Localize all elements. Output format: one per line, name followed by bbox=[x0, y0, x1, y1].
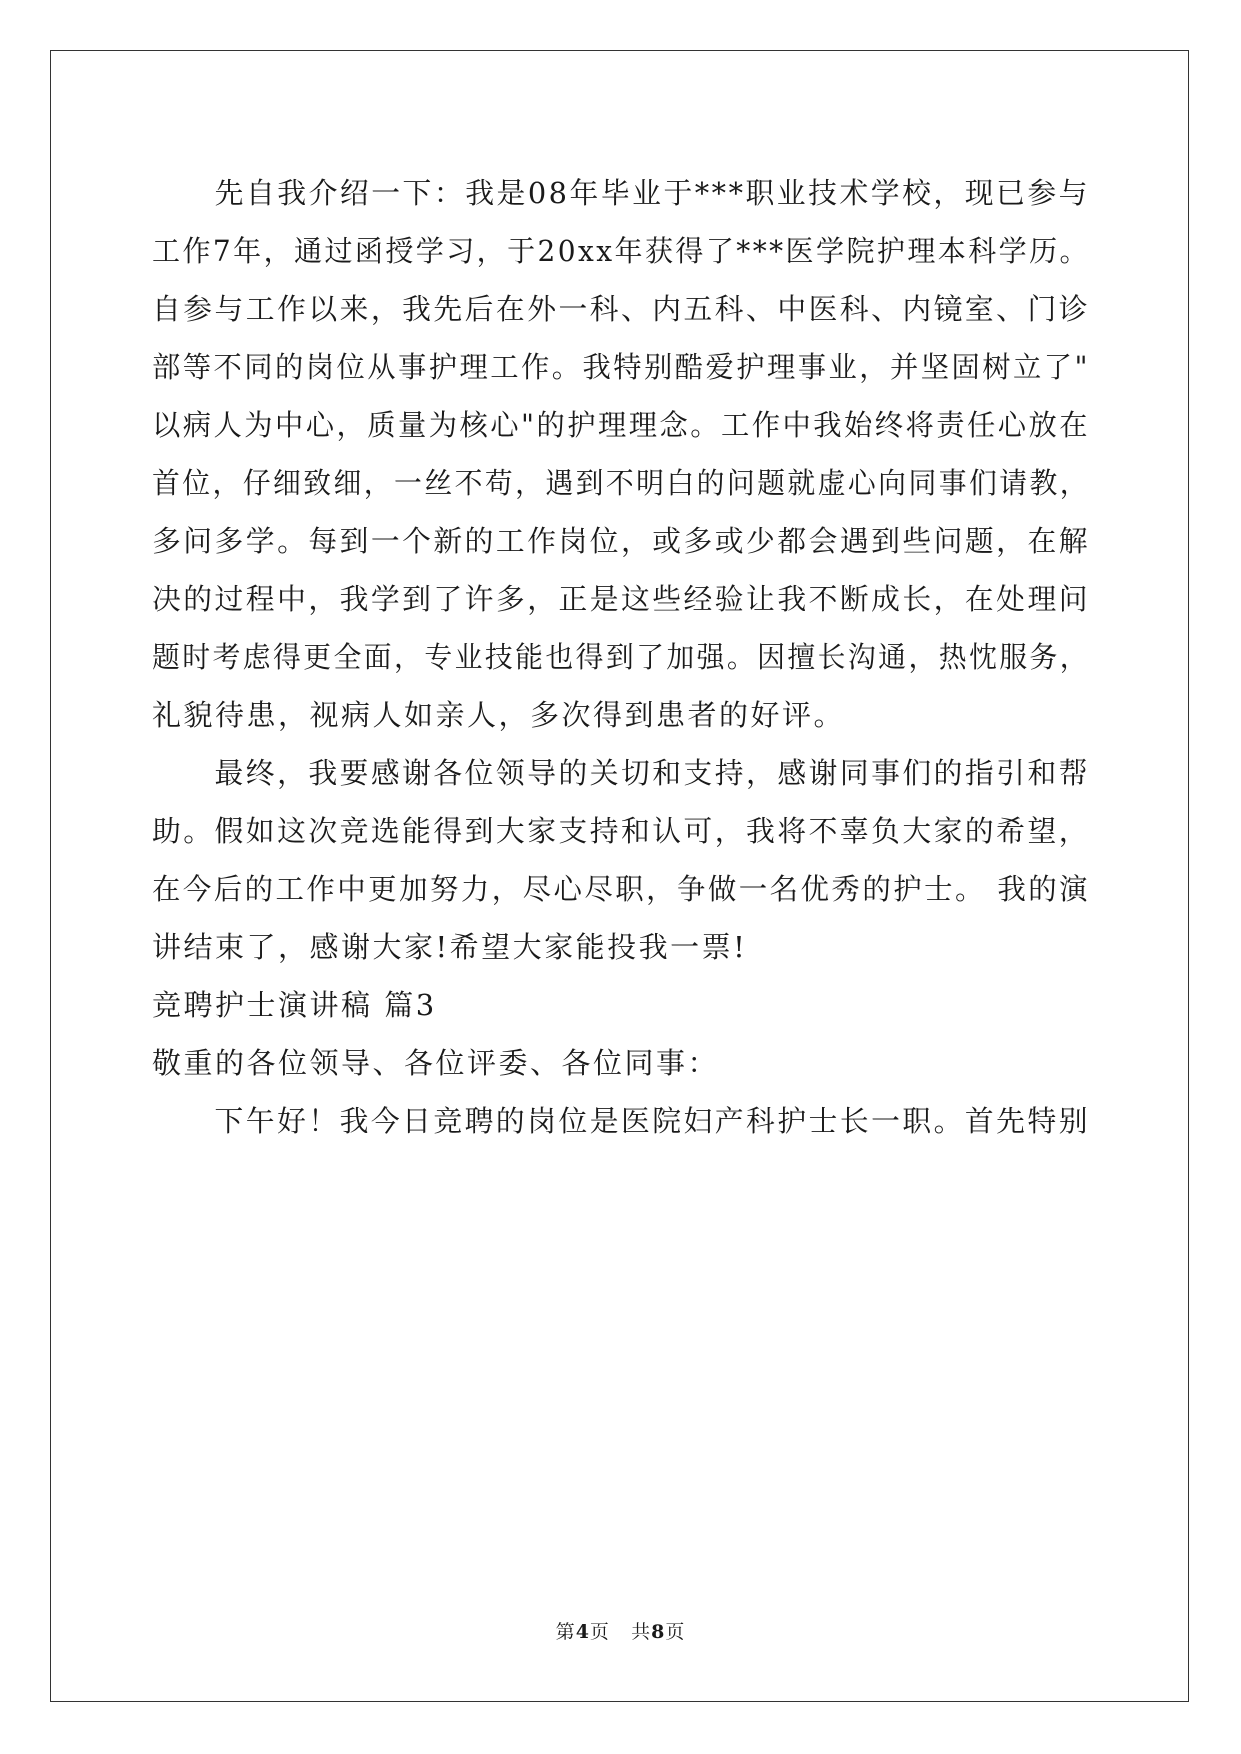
footer-page-unit: 页 bbox=[589, 1621, 610, 1643]
body-line-text: 决的过程中，我学到了许多，正是这些经验让我不断成长，在处理问 bbox=[152, 582, 1090, 616]
body-line bbox=[152, 454, 1090, 512]
body-line bbox=[152, 396, 1090, 454]
body-line bbox=[152, 918, 1090, 976]
body-line bbox=[152, 1092, 1090, 1150]
body-line bbox=[152, 280, 1090, 338]
body-line bbox=[152, 628, 1090, 686]
body-line bbox=[152, 802, 1090, 860]
body-line-text: 助。假如这次竞选能得到大家支持和认可，我将不辜负大家的希望， bbox=[152, 814, 1090, 848]
salutation-line bbox=[152, 1034, 1090, 1092]
page-footer bbox=[0, 1617, 1241, 1644]
footer-total-unit: 页 bbox=[665, 1621, 686, 1643]
body-line-text: 工作7年，通过函授学习，于20xx年获得了***医学院护理本科学历。 bbox=[152, 234, 1090, 268]
body-line-text: 题时考虑得更全面，专业技能也得到了加强。因擅长沟通，热忱服务， bbox=[152, 640, 1090, 674]
section-heading-text: 竞聘护士演讲稿 篇3 bbox=[152, 988, 437, 1022]
footer-prefix: 第 bbox=[555, 1621, 576, 1643]
body-line-text: 最终，我要感谢各位领导的关切和支持，感谢同事们的指引和帮 bbox=[152, 756, 1090, 790]
body-line-text: 先自我介绍一下：我是08年毕业于***职业技术学校，现已参与 bbox=[152, 176, 1090, 210]
body-line-text: 以病人为中心，质量为核心"的护理理念。工作中我始终将责任心放在 bbox=[152, 408, 1090, 442]
body-line-text: 首位，仔细致细，一丝不苟，遇到不明白的问题就虚心向同事们请教， bbox=[152, 466, 1090, 500]
body-line-text: 多问多学。每到一个新的工作岗位，或多或少都会遇到些问题，在解 bbox=[152, 524, 1090, 558]
body-line bbox=[152, 570, 1090, 628]
section-heading bbox=[152, 976, 1090, 1034]
footer-current-page: 4 bbox=[575, 1621, 590, 1643]
footer-total-pages: 8 bbox=[651, 1621, 666, 1643]
body-line-text: 礼貌待患，视病人如亲人，多次得到患者的好评。 bbox=[152, 698, 846, 732]
body-line-text: 讲结束了，感谢大家!希望大家能投我一票! bbox=[152, 930, 748, 964]
footer-total-prefix: 共 bbox=[631, 1621, 652, 1643]
body-line-text: 自参与工作以来，我先后在外一科、内五科、中医科、内镜室、门诊 bbox=[152, 292, 1090, 326]
body-line bbox=[152, 512, 1090, 570]
body-line bbox=[152, 860, 1090, 918]
body-line-text: 部等不同的岗位从事护理工作。我特别酷爱护理事业，并坚固树立了" bbox=[152, 350, 1090, 384]
body-line bbox=[152, 338, 1090, 396]
body-line bbox=[152, 222, 1090, 280]
body-line bbox=[152, 686, 1090, 744]
salutation-text: 敬重的各位领导、各位评委、各位同事： bbox=[152, 1046, 720, 1080]
body-line bbox=[152, 744, 1090, 802]
body-line bbox=[152, 164, 1090, 222]
body-line-text: 在今后的工作中更加努力，尽心尽职，争做一名优秀的护士。 我的演 bbox=[152, 872, 1090, 906]
body-line-text: 下午好！我今日竞聘的岗位是医院妇产科护士长一职。首先特别 bbox=[152, 1104, 1090, 1138]
document-body bbox=[152, 164, 1090, 1150]
